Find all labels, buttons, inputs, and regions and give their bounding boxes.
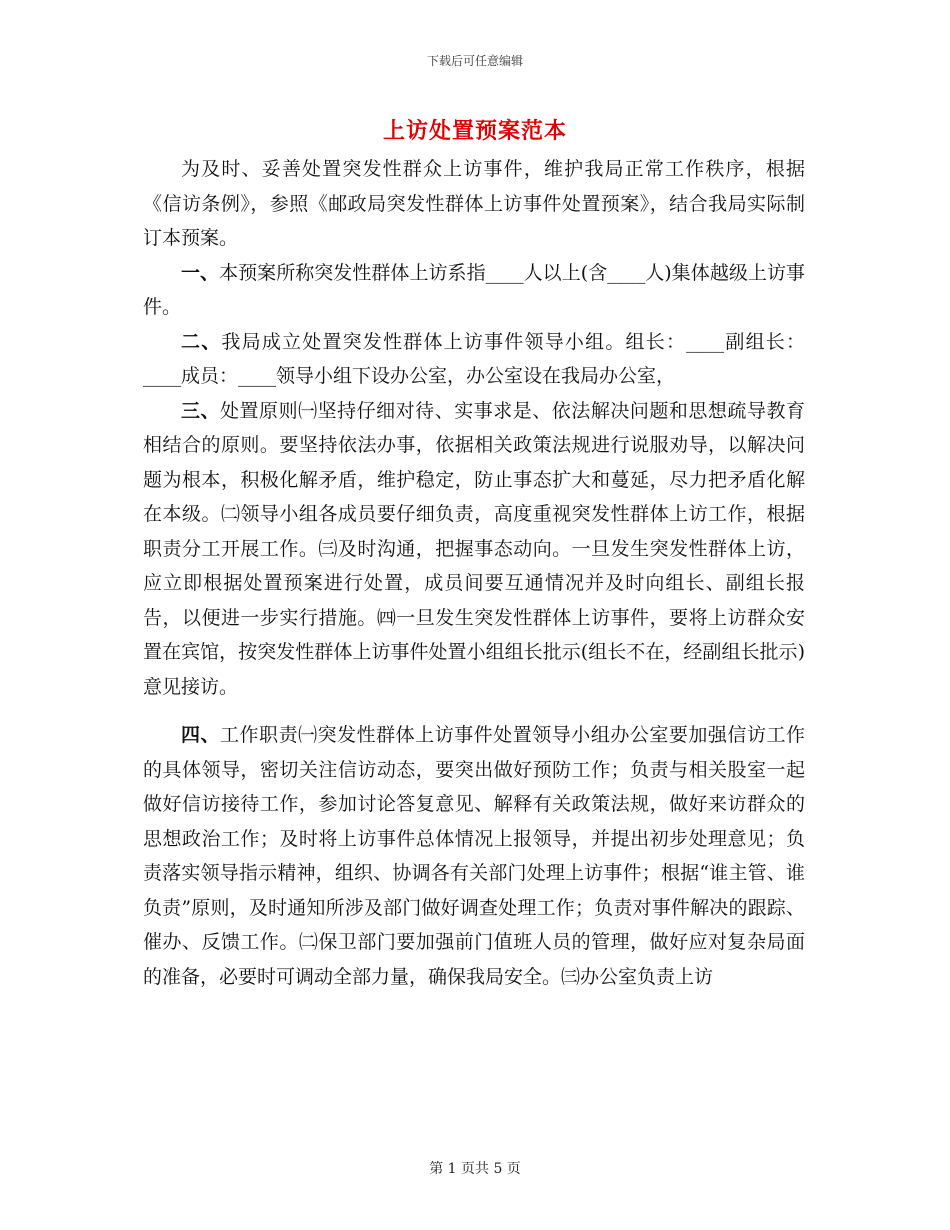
section-number: 二、 (181, 330, 222, 353)
section-number: 四、 (181, 724, 221, 746)
paragraph-text: 工作职责㈠突发性群体上访事件处置领导小组办公室要加强信访工作的具体领导，密切关注信访动态，要突出做好预防工作；负责与相关股室一起做好信访接待工作，参加讨论答复意见、解释有关政策法规，做好来访群众的思想政治工作；及时将上访事件总体情况上报领导，并提出初步处理意见；负责落实领导指示精神，组织、协调各有关部门处理上访事件；根据“谁主管、谁负责”原则，及时通知所涉及部门做好调查处理工作；负责对事件解决的跟踪、催办、反馈工作。㈡保卫部门要加强前门值班人员的管理，做好应对复杂局面的准备，必要时可调动全部力量，确保我局安全。㈢办公室负责上访 (143, 724, 805, 988)
paragraph-section-4 (143, 718, 805, 994)
section-number: 一、 (181, 261, 220, 284)
paragraph-section-1 (143, 256, 805, 325)
paragraph-text: 本预案所称突发性群体上访系指____人以上(含____人)集体越级上访事件。 (143, 261, 805, 318)
document-title: 上访处置预案范本 (382, 118, 567, 144)
page-footer: 第 1 页共 5 页 (429, 1161, 521, 1177)
section-number: 三、 (181, 399, 221, 422)
paragraph-intro (143, 152, 805, 256)
paragraph-text: 为及时、妥善处置突发性群众上访事件，维护我局正常工作秩序，根据《信访条例》，参照《邮政局突发性群体上访事件处置预案》，结合我局实际制订本预案。 (143, 158, 805, 249)
paragraph-section-3 (143, 394, 805, 705)
paragraph-section-2 (143, 325, 805, 394)
paragraph-text: 我局成立处置突发性群体上访事件领导小组。组长：____副组长：____成员：____领导小组下设办公室，办公室设在我局办公室， (143, 330, 805, 387)
document-body (143, 152, 805, 994)
page-header: 下载后可任意编辑 (426, 54, 523, 68)
paragraph-text: 处置原则㈠坚持仔细对待、实事求是、依法解决问题和思想疏导教育相结合的原则。要坚持依法办事，依据相关政策法规进行说服劝导，以解决问题为根本，积极化解矛盾，维护稳定，防止事态扩大和蔓延，尽力把矛盾化解在本级。㈡领导小组各成员要仔细负责，高度重视突发性群体上访工作，根据职责分工开展工作。㈢及时沟通，把握事态动向。一旦发生突发性群体上访，应立即根据处置预案进行处置，成员间要互通情况并及时向组长、副组长报告，以便进一步实行措施。㈣一旦发生突发性群体上访事件，要将上访群众安置在宾馆，按突发性群体上访事件处置小组组长批示(组长不在，经副组长批示)意见接访。 (143, 399, 805, 698)
